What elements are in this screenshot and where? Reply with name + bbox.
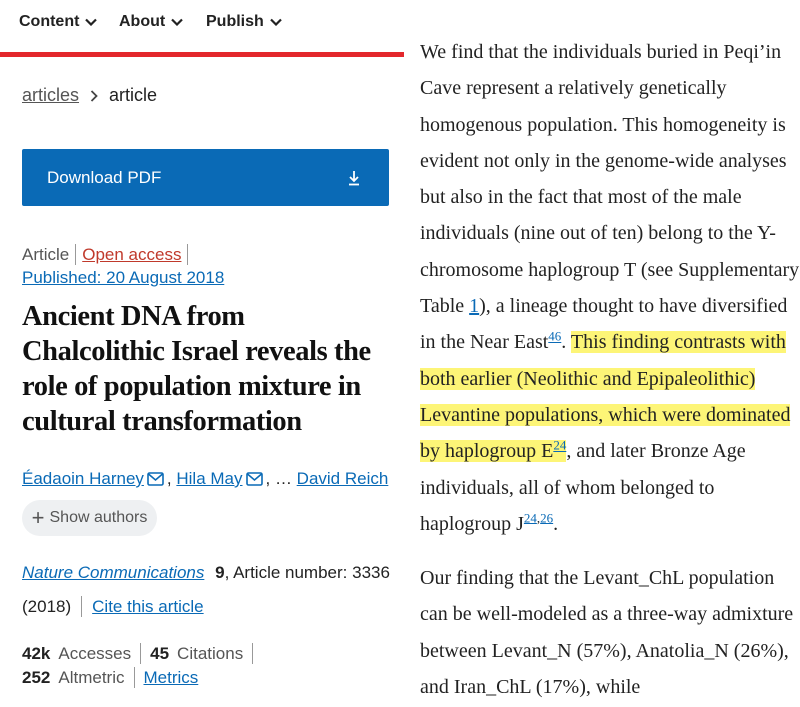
metrics-link[interactable]: Metrics — [143, 667, 199, 687]
divider — [252, 643, 253, 664]
reference-link[interactable]: 24 — [523, 510, 537, 526]
chevron-right-icon — [90, 90, 98, 102]
nav-publish[interactable] — [206, 13, 282, 31]
paragraph-text: . — [553, 512, 559, 535]
year-line — [22, 596, 204, 617]
plus-icon: + — [31, 505, 45, 530]
author-link[interactable]: David Reich — [296, 469, 389, 488]
volume: 9 — [215, 563, 225, 582]
download-pdf-button[interactable] — [22, 149, 389, 206]
altmetric-score: 252 — [22, 667, 51, 687]
metrics-row — [22, 667, 198, 688]
article-body — [420, 34, 800, 705]
article-meta — [22, 244, 194, 265]
article-type: Article — [22, 244, 70, 264]
citations-label: Citations — [177, 643, 244, 663]
reference-link[interactable]: 26 — [540, 510, 554, 526]
reference-link[interactable]: 46 — [548, 328, 562, 344]
divider — [81, 596, 82, 617]
mail-icon[interactable] — [246, 472, 263, 486]
published-date[interactable]: Published: 20 August 2018 — [22, 268, 225, 287]
download-pdf-label: Download PDF — [47, 167, 162, 187]
altmetric-label: Altmetric — [58, 667, 125, 687]
publication-year: (2018) — [22, 596, 72, 616]
show-authors-label: Show authors — [49, 509, 148, 526]
author-separator: , — [166, 469, 177, 488]
author-ellipsis: , … — [265, 469, 297, 488]
body-paragraph — [420, 34, 800, 542]
chevron-down-icon — [270, 18, 282, 26]
download-icon — [347, 170, 361, 186]
mail-icon[interactable] — [147, 472, 164, 486]
open-access-link[interactable]: Open access — [82, 244, 182, 264]
nav-publish-label: Publish — [206, 13, 264, 30]
paragraph-text: We find that the individuals buried in Peqi’in Cave represent a relatively genetically homogenous population. This homogeneity is evident not only in the genome-wide analyses but also in the fact that most of the male individuals (nine out of ten) belong to the Y-chromosome haplogroup T (see Supplementary Table — [420, 41, 800, 318]
author-link[interactable]: Hila May — [176, 469, 243, 488]
body-paragraph: Our finding that the Levant_ChL population can be well-modeled as a three-way admixture between Levant_N (57%), Anatolia_N (26%), and Iran_ChL (17%), while — [420, 567, 794, 699]
paragraph-text: . — [561, 331, 571, 354]
divider — [187, 244, 188, 265]
divider — [134, 667, 135, 688]
show-authors-button[interactable] — [22, 500, 157, 536]
divider — [75, 244, 76, 265]
article-title: Ancient DNA from Chalcolithic Israel reveals the role of population mixture in cultural transformation — [22, 301, 371, 437]
highlighted-sentence: This finding contrasts with both earlier (Neolithic and Epipaleolithic) Levantine populations, which were dominated by haplogroup E — [420, 331, 791, 463]
article-number: , Article number: 3336 — [224, 563, 390, 582]
nav-about[interactable] — [119, 13, 183, 31]
cite-article-link[interactable]: Cite this article — [92, 596, 204, 616]
breadcrumb-current: article — [109, 85, 158, 105]
brand-bar — [0, 52, 404, 57]
top-navigation — [0, 0, 404, 52]
breadcrumb — [22, 85, 157, 106]
paragraph-text: , and later Bronze Age individuals, all of whom belonged to haplogroup J — [420, 440, 746, 535]
chevron-down-icon — [171, 18, 183, 26]
breadcrumb-articles-link[interactable]: articles — [22, 85, 80, 105]
nav-content-label: Content — [19, 13, 80, 30]
journal-link[interactable]: Nature Communications — [22, 563, 205, 582]
reference-link[interactable]: 24 — [553, 437, 567, 453]
citations-count: 45 — [150, 643, 170, 663]
metrics-row — [22, 643, 262, 664]
nav-about-label: About — [119, 13, 166, 30]
chevron-down-icon — [85, 18, 97, 26]
nav-content[interactable] — [19, 13, 97, 31]
accesses-count: 42k — [22, 643, 51, 663]
paragraph-text: ), a lineage thought to have diversified in the Near East — [420, 295, 788, 354]
author-list — [22, 469, 388, 489]
author-link[interactable]: Éadaoin Harney — [22, 469, 144, 488]
citation-line — [22, 563, 390, 583]
supplementary-table-link[interactable]: 1 — [469, 295, 480, 318]
accesses-label: Accesses — [58, 643, 132, 663]
divider — [140, 643, 141, 664]
reference-separator: , — [536, 510, 541, 526]
